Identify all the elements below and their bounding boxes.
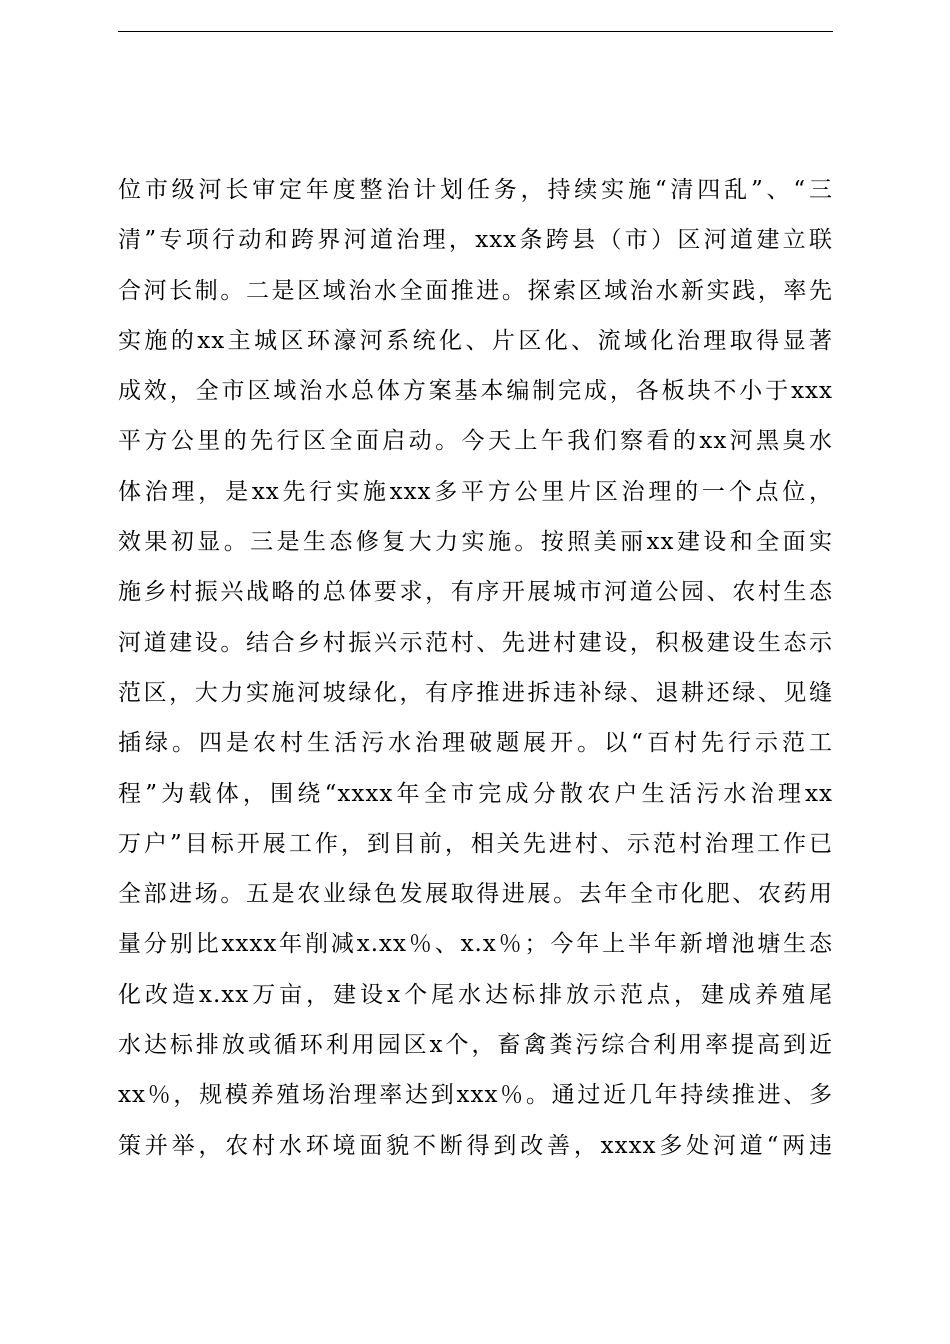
text-line: 实施的xx主城区环濠河系统化、片区化、流域化治理取得显著 (118, 327, 833, 354)
text-line: 策并举，农村水环境面貌不断得到改善，xxxx多处河道“两违 (118, 1132, 833, 1159)
text-line: 施乡村振兴战略的总体要求，有序开展城市河道公园、农村生态 (118, 579, 833, 606)
text-line: 体治理，是xx先行实施xxx多平方公里片区治理的一个点位， (118, 478, 833, 505)
text-line: 合河长制。二是区域治水全面推进。探索区域治水新实践，率先 (118, 277, 833, 304)
text-line: 效果初显。三是生态修复大力实施。按照美丽xx建设和全面实 (118, 529, 833, 556)
text-line: 万户”目标开展工作，到目前，相关先进村、示范村治理工作已 (118, 830, 833, 857)
text-line: 位市级河长审定年度整治计划任务，持续实施“清四乱”、“三 (118, 177, 833, 203)
text-line: 河道建设。结合乡村振兴示范村、先进村建设，积极建设生态示 (118, 629, 833, 656)
text-line: 范区，大力实施河坡绿化，有序推进拆违补绿、退耕还绿、见缝 (118, 679, 833, 706)
text-line: xx％，规模养殖场治理率达到xxx％。通过近几年持续推进、多 (118, 1082, 833, 1109)
text-line: 程”为载体，围绕“xxxx年全市完成分散农户生活污水治理xx (118, 780, 833, 807)
text-line: 化改造x.xx万亩，建设x个尾水达标排放示范点，建成养殖尾 (118, 981, 833, 1008)
text-line: 清”专项行动和跨界河道治理，xxx条跨县（市）区河道建立联 (118, 227, 833, 254)
text-line: 水达标排放或循环利用园区x个，畜禽粪污综合利用率提高到近 (118, 1032, 833, 1059)
text-line: 全部进场。五是农业绿色发展取得进展。去年全市化肥、农药用 (118, 881, 833, 908)
body-paragraph (118, 165, 833, 1171)
text-line: 成效，全市区域治水总体方案基本编制完成，各板块不小于xxx (118, 378, 833, 405)
text-line: 平方公里的先行区全面启动。今天上午我们察看的xx河黑臭水 (118, 428, 833, 455)
header-rule (118, 31, 833, 32)
text-line: 插绿。四是农村生活污水治理破题展开。以“百村先行示范工 (118, 730, 833, 757)
text-line: 量分别比xxxx年削减x.xx％、x.x％；今年上半年新增池塘生态 (118, 931, 833, 958)
